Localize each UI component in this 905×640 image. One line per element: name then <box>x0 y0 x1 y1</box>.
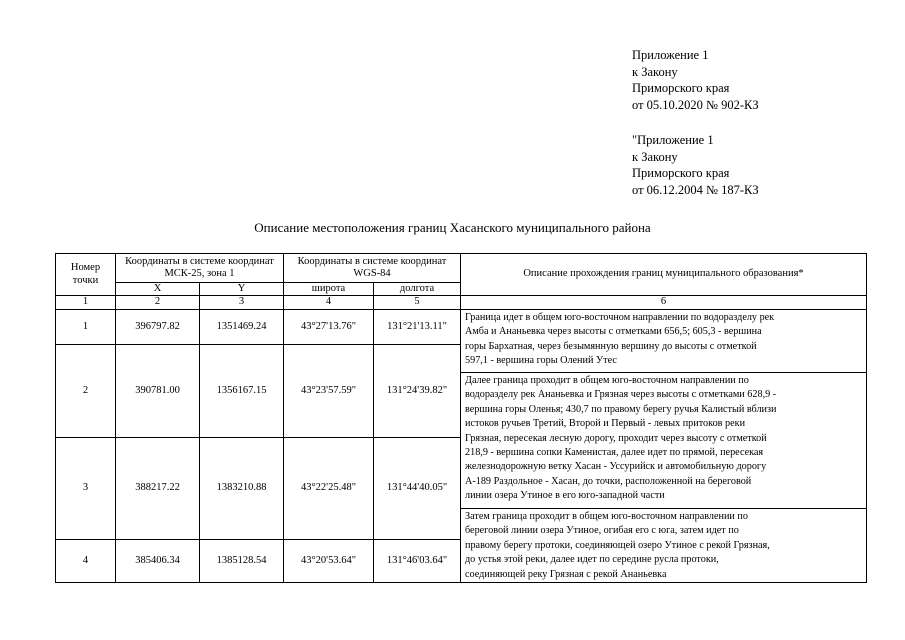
description-line: горы Бархатная, через безымянную вершину до высоты с отметкой <box>465 340 757 352</box>
description-line: Граница идет в общем юго-восточном направлении по водоразделу рек <box>465 312 775 323</box>
latitude-cell: 43°27'13.76" <box>283 309 374 345</box>
point-number-cell: 1 <box>55 309 116 345</box>
description-line: Амба и Ананьевка через высоты с отметками 656,5; 605,3 - вершина <box>465 326 762 338</box>
header-line: Приморского края <box>632 166 730 181</box>
header-line: "Приложение 1 <box>632 133 714 147</box>
header-line: Приморского края <box>632 81 730 96</box>
description-line: вершина горы Оленья; 430,7 по правому берегу ручья Калистый вблизи <box>465 403 777 415</box>
description-line: Грязная, пересекая лесную дорогу, проходит через высоту с отметкой <box>465 432 767 444</box>
description-line: до устья этой реки, далее идет по середине русла протоки, <box>465 554 719 566</box>
description-line: береговой линии озера Утиное, огибая его с юга, затем идет по <box>465 525 739 537</box>
longitude-cell: 131°44'40.05" <box>373 437 461 540</box>
latitude-cell: 43°22'25.48" <box>283 437 374 540</box>
header-msk-coordinates: Координаты в системе координат МСК-25, зона 1 <box>115 253 284 283</box>
appendix-header-original <box>632 132 759 198</box>
header-line: Приложение 1 <box>632 48 709 62</box>
description-line: линии озера Утиное в его юго-западной части <box>465 490 665 502</box>
point-number-cell: 4 <box>55 539 116 583</box>
x-cell: 396797.82 <box>115 309 200 345</box>
y-cell: 1351469.24 <box>199 309 284 345</box>
description-line: правому берегу протоки, соединяющей озеро Утиное с рекой Грязная, <box>465 539 770 551</box>
header-x: X <box>115 282 200 296</box>
header-line: к Закону <box>632 149 678 164</box>
header-line: к Закону <box>632 64 678 79</box>
description-line: Далее граница проходит в общем юго-восточном направлении по <box>465 375 749 386</box>
header-longitude: долгота <box>373 282 461 296</box>
y-cell: 1385128.54 <box>199 539 284 583</box>
header-line: от 05.10.2020 № 902-КЗ <box>632 97 759 112</box>
point-number-cell: 2 <box>55 344 116 438</box>
x-cell: 388217.22 <box>115 437 200 540</box>
column-number: 4 <box>283 295 374 310</box>
header-wgs-coordinates: Координаты в системе координат WGS-84 <box>283 253 461 283</box>
y-cell: 1383210.88 <box>199 437 284 540</box>
header-latitude: широта <box>283 282 374 296</box>
description-line: Затем граница проходит в общем юго-восточном направлении по <box>465 511 748 522</box>
description-line: железнодорожную ветку Хасан - Уссурийск и автомобильную дорогу <box>465 461 767 473</box>
column-number: 5 <box>373 295 461 310</box>
point-number-cell: 3 <box>55 437 116 540</box>
header-y: Y <box>199 282 284 296</box>
description-line: А-189 Раздольное - Хасан, до точки, расположенной на береговой <box>465 475 752 487</box>
column-number: 2 <box>115 295 200 310</box>
appendix-header-current <box>632 47 759 113</box>
longitude-cell: 131°46'03.64" <box>373 539 461 583</box>
column-number: 6 <box>460 295 867 310</box>
description-segment-1 <box>460 309 867 373</box>
y-cell: 1356167.15 <box>199 344 284 438</box>
description-line: водоразделу рек Ананьевка и Грязная через высоты с отметками 628,9 - <box>465 389 777 401</box>
description-segment-3 <box>460 508 867 583</box>
x-cell: 390781.00 <box>115 344 200 438</box>
latitude-cell: 43°20'53.64" <box>283 539 374 583</box>
column-number: 3 <box>199 295 284 310</box>
header-line: от 06.12.2004 № 187-КЗ <box>632 182 759 197</box>
longitude-cell: 131°21'13.11" <box>373 309 461 345</box>
column-number: 1 <box>55 295 116 310</box>
description-line: 218,9 - вершина сопки Каменистая, далее идет по прямой, пересекая <box>465 447 764 459</box>
description-line: истоков ручьев Третий, Второй и Первый - левых притоков реки <box>465 418 746 430</box>
header-point-no: Номер точки <box>55 253 116 296</box>
x-cell: 385406.34 <box>115 539 200 583</box>
latitude-cell: 43°23'57.59" <box>283 344 374 438</box>
header-description: Описание прохождения границ муниципального образования* <box>460 253 867 296</box>
description-segment-2 <box>460 372 867 509</box>
boundary-table <box>55 253 867 583</box>
description-line: 597,1 - вершина горы Олений Утес <box>465 355 617 367</box>
longitude-cell: 131°24'39.82" <box>373 344 461 438</box>
document-title: Описание местоположения границ Хасанского муниципального района <box>254 220 651 235</box>
description-line: соединяющей реку Грязная с рекой Ананьевка <box>465 568 667 580</box>
